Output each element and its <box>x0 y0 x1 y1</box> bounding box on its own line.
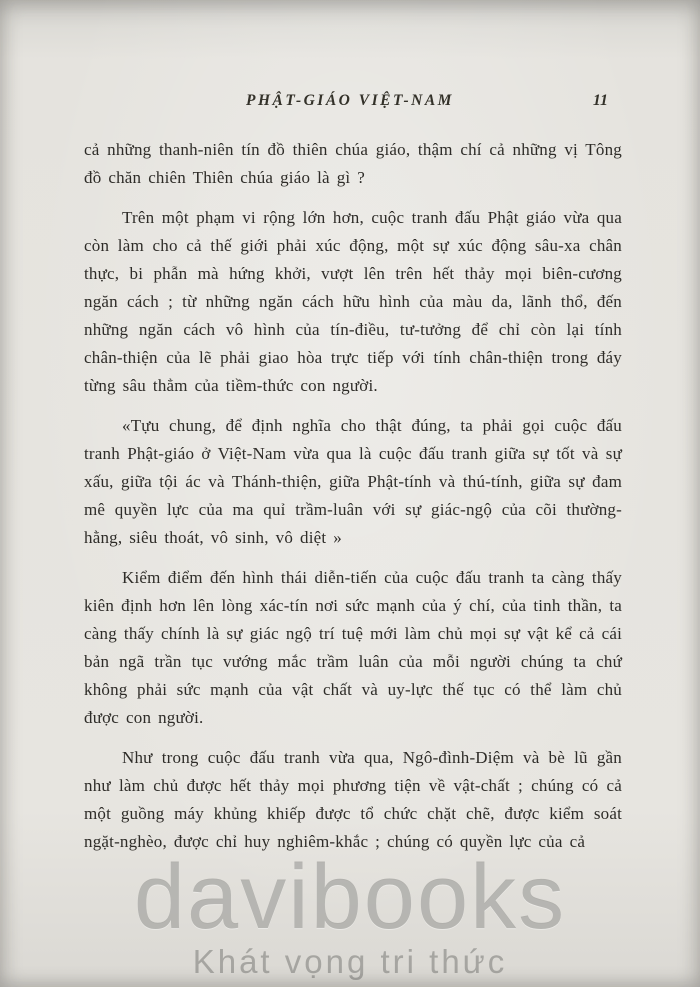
paragraph: Trên một phạm vi rộng lớn hơn, cuộc tranh đấu Phật giáo vừa qua còn làm cho cả thế giới phải xúc động, một sự xúc động sâu-xa chân thực, bi phẫn mà hứng khởi, vượt lên trên hết thảy mọi biên-cương ngăn cách ; từ những ngăn cách hữu hình của màu da, lãnh thổ, đến những ngăn cách vô hình của tín-điều, tư-tưởng để chỉ còn lại tính chân-thiện của lẽ phải giao hòa trực tiếp với tính chân-thiện trong đáy từng sâu thẳm của tiềm-thức con người. <box>84 208 622 395</box>
watermark-logo: davibooks <box>133 845 567 948</box>
running-title: PHẬT-GIÁO VIỆT-NAM <box>246 92 454 109</box>
watermark-slogan: Khát vọng tri thức <box>192 943 508 980</box>
page-body <box>84 136 622 856</box>
paragraph: Kiểm điểm đến hình thái diễn-tiến của cuộc đấu tranh ta càng thấy kiên định hơn lên lòng xác-tín nơi sức mạnh của ý chí, của tinh thần, ta càng thấy chính là sự giác ngộ trí tuệ mới làm chủ mọi sự vật kể cả cái bản ngã trần tục vướng mắc trầm luân của mỗi người chúng ta chứ không phải sức mạnh của vật chất và uy-lực thế tục có thể làm chủ được con người. <box>84 568 622 727</box>
page-number: 11 <box>592 92 608 109</box>
paragraph-continuation: cả những thanh-niên tín đồ thiên chúa giáo, thậm chí cả những vị Tông đồ chăn chiên Thiên chúa giáo là gì ? <box>84 140 622 187</box>
page-header <box>84 0 616 122</box>
paragraph: Như trong cuộc đấu tranh vừa qua, Ngô-đình-Diệm và bè lũ gần như làm chủ được hết thảy mọi phương tiện về vật-chất ; chúng có cả một guồng máy khủng khiếp được tổ chức chặt chẽ, được kiểm soát ngặt-nghèo, được chỉ huy nghiêm-khắc ; chúng có quyền lực của cả <box>84 748 622 851</box>
paragraph-quote: «Tựu chung, để định nghĩa cho thật đúng, ta phải gọi cuộc đấu tranh Phật-giáo ở Việt-Nam vừa qua là cuộc đấu tranh giữa sự tốt và sự xấu, giữa tội ác và Thánh-thiện, giữa Phật-tính và thú-tính, giữa sự đam mê quyền lực của ma quỉ trầm-luân với sự giác-ngộ của cõi thường-hằng, siêu thoát, vô sinh, vô diệt » <box>84 416 622 547</box>
watermark <box>0 845 700 981</box>
